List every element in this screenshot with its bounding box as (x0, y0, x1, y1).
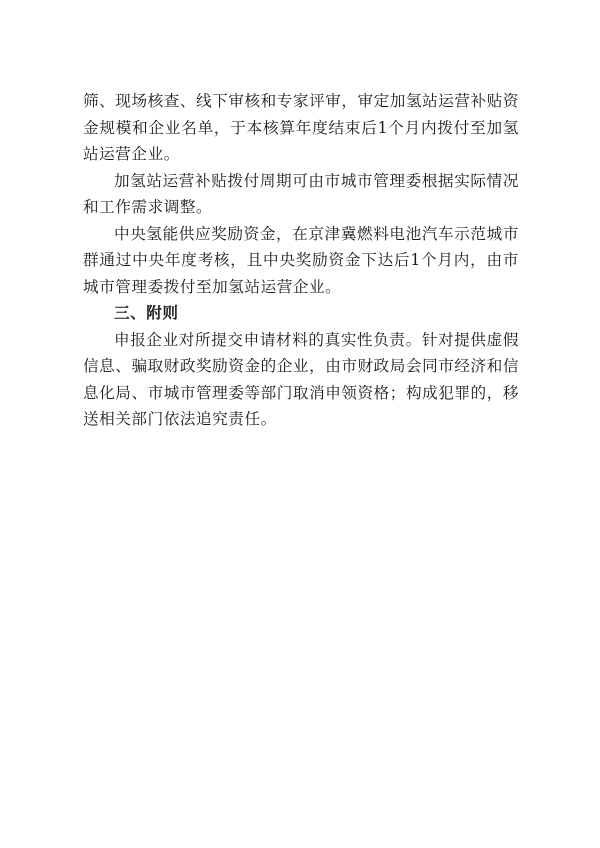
paragraph-liability: 申报企业对所提交申请材料的真实性负责。针对提供虚假信息、骗取财政奖励资金的企业，由市财政局会同市经济和信息化局、市城市管理委等部门取消申领资格；构成犯罪的，移送相关部门依法追究责任。 (83, 330, 519, 428)
document-page (83, 88, 519, 433)
paragraph-central-reward: 中央氢能供应奖励资金，在京津冀燃料电池汽车示范城市群通过中央年度考核，且中央奖励资金下达后1个月内，由市城市管理委拨付至加氢站运营企业。 (83, 224, 519, 296)
section-heading-supplementary: 三、附则 (114, 304, 179, 322)
paragraph-allocation-review: 筛、现场核查、线下审核和专家评审，审定加氢站运营补贴资金规模和企业名单，于本核算年度结束后1个月内拨付至加氢站运营企业。 (83, 92, 519, 163)
paragraph-allocation-cycle: 加氢站运营补贴拨付周期可由市城市管理委根据实际情况和工作需求调整。 (83, 171, 519, 216)
